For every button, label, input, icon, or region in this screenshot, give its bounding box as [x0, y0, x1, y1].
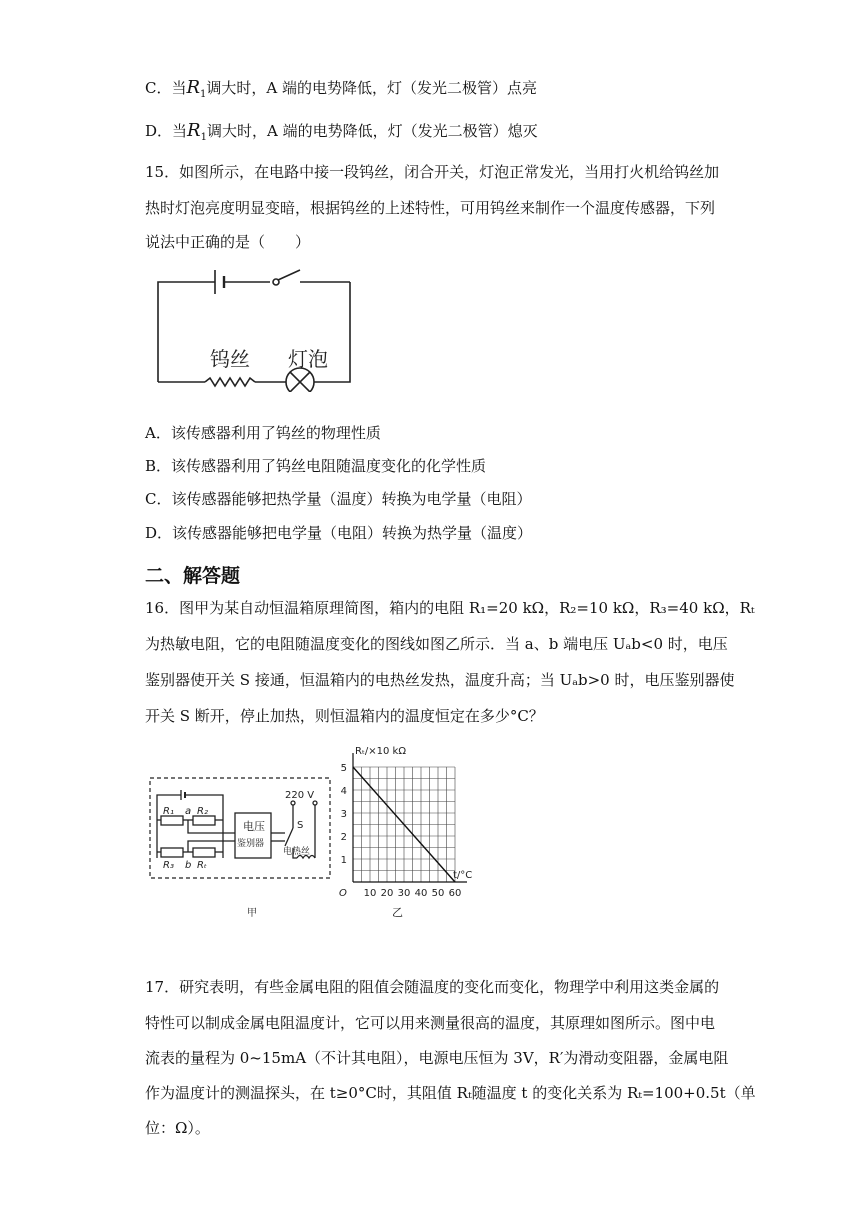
svg-text:b: b	[185, 860, 192, 871]
q14-option-d: D．当$R_1$调大时，A 端的电势降低，灯（发光二极管）熄灭	[145, 120, 538, 143]
q16-line4: 开关 S 断开，停止加热，则恒温箱内的温度恒定在多少°C？	[145, 707, 544, 725]
label-bulb: 灯泡	[288, 347, 328, 371]
section-heading: 二、解答题	[145, 565, 241, 587]
svg-text:220 V: 220 V	[285, 790, 315, 801]
y-tick-label: 1	[340, 855, 347, 866]
q16-line1: 16．图甲为某自动恒温箱原理简图，箱内的电阻 R₁=20 kΩ，R₂=10 kΩ，R₃=40 kΩ，Rₜ	[145, 599, 755, 617]
svg-text:Rₜ: Rₜ	[197, 860, 207, 871]
svg-text:a: a	[185, 806, 192, 817]
q15-stem-line1: 15．如图所示，在电路中接一段钨丝，闭合开关，灯泡正常发光，当用打火机给钨丝加	[145, 163, 720, 181]
label-tungsten: 钨丝	[210, 347, 250, 371]
svg-text:甲: 甲	[247, 908, 257, 919]
x-tick-label: 50	[431, 888, 445, 899]
y-tick-label: 5	[340, 763, 347, 774]
x-tick-label: 60	[448, 888, 462, 899]
svg-text:R₃: R₃	[163, 860, 174, 871]
svg-text:电压: 电压	[243, 820, 265, 833]
x-axis-label: t/°C	[453, 870, 473, 881]
svg-text:S: S	[297, 820, 304, 831]
q16-line3: 鉴别器使开关 S 接通，恒温箱内的电热丝发热，温度升高；当 Uₐb>0 时，电压鉴别器使	[145, 671, 735, 689]
q15-option-d: D．该传感器能够把电学量（电阻）转换为热学量（温度）	[145, 524, 533, 542]
svg-text:鉴别器: 鉴别器	[237, 839, 265, 849]
q17-line5: 位：Ω）。	[145, 1119, 210, 1137]
svg-text:电热丝: 电热丝	[283, 847, 311, 857]
y-tick-label: 2	[340, 832, 347, 843]
q17-line3: 流表的量程为 0~15mA（不计其电阻），电源电压恒为 3V，R′为滑动变阻器，金属电阻	[145, 1049, 729, 1067]
q15-circuit-figure	[150, 262, 365, 392]
x-tick-label: 20	[380, 888, 394, 899]
x-tick-label: 10	[363, 888, 377, 899]
q16-line2: 为热敏电阻，它的电阻随温度变化的图线如图乙所示．当 a、b 端电压 Uₐb<0 时，电压	[145, 635, 728, 653]
q15-option-c: C．该传感器能够把热学量（温度）转换为电学量（电阻）	[145, 490, 532, 508]
x-tick-label: 30	[397, 888, 411, 899]
svg-text:R₂: R₂	[197, 806, 208, 817]
q15-stem-line2: 热时灯泡亮度明显变暗，根据钨丝的上述特性，可用钨丝来制作一个温度传感器，下列	[145, 199, 716, 217]
q15-option-a: A．该传感器利用了钨丝的物理性质	[145, 424, 381, 442]
q14-option-c: C．当$R_1$调大时，A 端的电势降低，灯（发光二极管）点亮	[145, 77, 538, 100]
y-axis-label: Rₜ/×10 kΩ	[355, 746, 406, 757]
q15-option-b: B．该传感器利用了钨丝电阻随温度变化的化学性质	[145, 457, 487, 475]
q15-stem-line3: 说法中正确的是（ ）	[145, 233, 311, 251]
x-tick-label: 40	[414, 888, 428, 899]
q17-line4: 作为温度计的测温探头，在 t≥0°C时，其阻值 Rₜ随温度 t 的变化关系为 Rₜ=100+0.5t（单	[145, 1084, 756, 1102]
y-tick-label: 4	[340, 786, 347, 797]
svg-text:R₁: R₁	[163, 806, 174, 817]
q17-line1: 17．研究表明，有些金属电阻的阻值会随温度的变化而变化，物理学中利用这类金属的	[145, 978, 720, 996]
y-tick-label: 3	[340, 809, 347, 820]
q17-line2: 特性可以制成金属电阻温度计，它可以用来测量很高的温度，其原理如图所示。图中电	[145, 1014, 716, 1032]
figure-caption-yi: 乙	[392, 906, 403, 919]
q16-figure-yi-chart	[335, 742, 475, 927]
q16-figure-jia	[145, 738, 335, 928]
origin-label: O	[339, 888, 347, 899]
